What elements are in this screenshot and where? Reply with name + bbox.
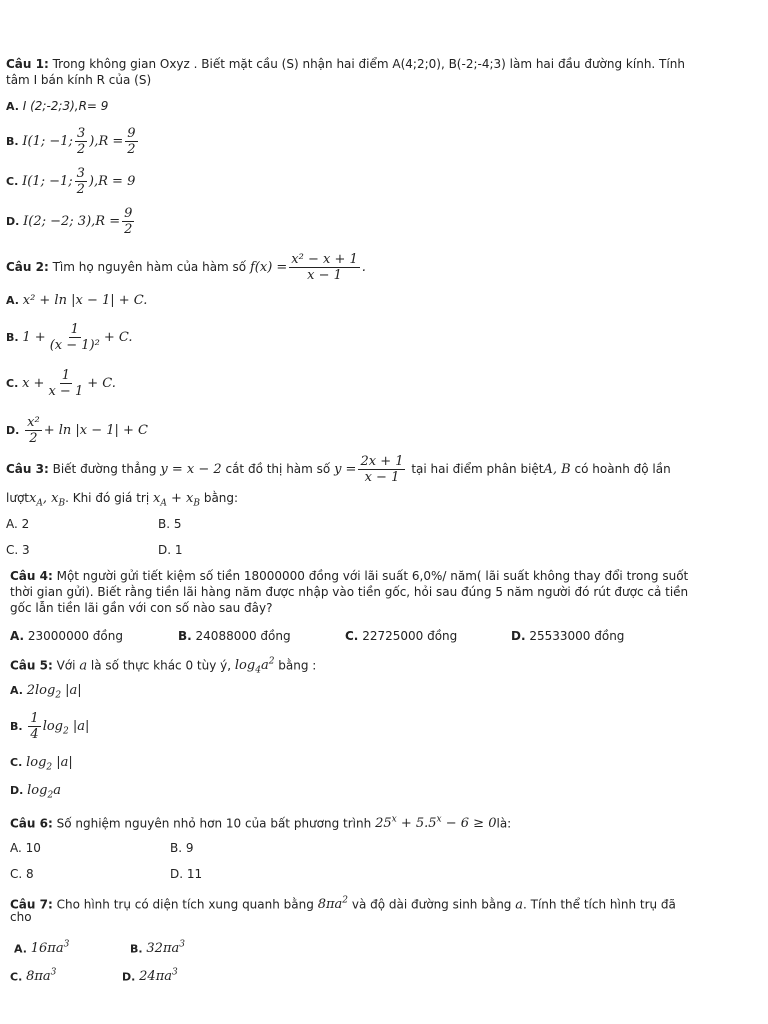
q4-option-a — [10, 628, 123, 644]
q7-text2: và độ dài đường sinh bằng — [351, 897, 512, 912]
q2-d-label: D. — [6, 424, 20, 437]
q5-text3: bằng : — [278, 658, 317, 673]
q3-line-eq: y = x − 2 — [160, 462, 222, 477]
q7-option-d — [122, 965, 178, 985]
q1-c-label: C. — [6, 175, 19, 188]
q4-text1: Một người gửi tiết kiệm số tiền 18000000 đồng với lãi suất 6,0%/ năm( lãi suất không thay đổi trong suốt — [52, 569, 689, 583]
q2-text: Tìm họ nguyên hàm của hàm số — [48, 260, 247, 274]
q4-d-label: D. — [511, 629, 526, 643]
q3-text2: cắt đồ thị hàm số — [225, 462, 331, 476]
q6-title: Câu 6: — [10, 816, 53, 831]
q7-area: $8\pi a^2$ — [317, 896, 349, 913]
q7-a-label: A. — [14, 942, 27, 956]
q3-line2 — [6, 490, 238, 512]
q6-text1: Số nghiệm nguyên nhỏ hơn 10 của bất phương trình — [52, 816, 372, 831]
q6-option-d: D. 11 — [170, 867, 203, 881]
q2-line1 — [6, 250, 366, 285]
q5-a-label: A. — [10, 684, 23, 697]
q7-line1 — [10, 893, 676, 913]
q5-d-label: D. — [10, 784, 24, 797]
q7-title: Câu 7: — [10, 897, 53, 912]
q3-text4: có hoành độ lần — [574, 462, 671, 476]
q4-line3: gốc lẫn tiền lãi gần với con số nào sau đây? — [10, 601, 273, 615]
q7-c-label: C. — [10, 970, 23, 984]
q1-d-formula: I(2; −2; 3),R = $\frac{9}{2}$ — [23, 206, 133, 237]
q3-text1: Biết đường thẳng — [48, 462, 157, 476]
q3-option-d: D. 1 — [158, 543, 183, 557]
q7-d-label: D. — [122, 970, 136, 984]
q2-a-formula: x² + ln |x − 1| + C. — [22, 293, 148, 308]
q2-c-label: C. — [6, 377, 19, 390]
q1-b-label: B. — [6, 135, 19, 148]
q2-option-b — [6, 318, 132, 357]
q5-d-formula: $\log_2a$ — [27, 783, 61, 801]
q7-a-formula: $16\pi a^3$ — [30, 940, 70, 957]
q5-option-c — [10, 754, 73, 776]
q7-var-a: a — [515, 897, 524, 913]
q2-c-formula: x + $\frac{1}{x - 1}$ + C. — [22, 368, 116, 399]
q4-option-d — [511, 628, 624, 644]
q4-option-c — [345, 628, 457, 644]
q5-expr: $\log_4a^2$ — [234, 657, 275, 676]
q2-b-formula: 1 + $\frac{1}{\text{(x − 1)²}}$ + C. — [22, 322, 133, 353]
q1-text: Trong không gian Oxyz . Biết mặt cầu (S) nhận hai điểm A(4;2;0), B(-2;-4;3) làm hai đầu đường kính. Tính — [48, 57, 685, 71]
q5-text1: Với — [52, 658, 76, 673]
q3-sum: $x_A + x_B$ — [153, 491, 200, 509]
q3-line2a: lượt — [6, 491, 29, 505]
q3-line2b: . Khi đó giá trị — [65, 491, 150, 505]
q7-line2: cho — [10, 910, 32, 924]
q4-b-label: B. — [178, 629, 192, 643]
q3-line2c: bằng: — [203, 491, 239, 505]
q3-func-eq: y = $\frac{2x + 1}{x - 1}$ — [334, 454, 404, 485]
q6-text2: là: — [496, 816, 512, 831]
q2-option-a — [6, 292, 147, 309]
q2-title: Câu 2: — [6, 260, 49, 274]
q5-var-a: a — [79, 658, 88, 674]
q3-option-b: B. 5 — [158, 517, 182, 531]
q3-points: A, B — [543, 462, 571, 477]
q5-option-a — [10, 682, 82, 704]
q3-option-c: C. 3 — [6, 543, 30, 557]
q1-line1 — [6, 56, 685, 72]
q4-c-text: 22725000 đồng — [358, 629, 458, 643]
q4-d-text: 25533000 đồng — [525, 629, 625, 643]
q2-function: f(x) = $\frac{\text{x² − x + 1}}{x - 1}$ . — [249, 252, 366, 283]
q7-option-c — [10, 965, 56, 985]
q7-text3: . Tính thể tích hình trụ đã — [523, 897, 676, 912]
q7-b-formula: $32\pi a^3$ — [146, 940, 185, 957]
q3-line1 — [6, 452, 671, 487]
q1-d-label: D. — [6, 215, 20, 228]
q4-b-text: 24088000 đồng — [191, 629, 291, 643]
q3-option-a: A. 2 — [6, 517, 30, 531]
q1-option-b — [6, 124, 140, 159]
q4-c-label: C. — [345, 629, 359, 643]
q5-c-label: C. — [10, 756, 23, 769]
q1-option-d — [6, 204, 136, 239]
q1-option-a — [6, 98, 108, 115]
q5-b-label: B. — [10, 720, 23, 733]
q2-option-d — [6, 412, 148, 449]
q5-option-b — [10, 708, 89, 750]
q4-a-text: 23000000 đồng — [24, 629, 123, 643]
q5-option-d — [10, 782, 61, 804]
q4-line1 — [10, 568, 688, 584]
q5-c-formula: $\log_2 |a|$ — [26, 755, 73, 773]
q5-line1 — [10, 654, 316, 679]
q2-d-formula: $\frac{\text{x²}}{2}$ + ln |x − 1| + C — [27, 415, 148, 446]
q6-inequality: $25^x + 5.5^x - 6 \ge 0$ — [375, 815, 497, 832]
q1-title: Câu 1: — [6, 57, 49, 71]
q6-option-a: A. 10 — [10, 841, 41, 855]
q1-a-label: A. — [6, 100, 19, 113]
q4-a-label: A. — [10, 629, 25, 643]
q1-option-c — [6, 164, 135, 199]
q3-title: Câu 3: — [6, 462, 49, 476]
q4-title: Câu 4: — [10, 569, 53, 583]
q1-line2: tâm I bán kính R của (S) — [6, 73, 152, 87]
q3-xa-xb: $x_A$, $x_B$ — [29, 491, 66, 509]
q7-b-label: B. — [130, 942, 143, 956]
q1-b-formula: I(1; −1; $\frac{3}{2}$ ),R = $\frac{9}{2}$ — [22, 126, 136, 157]
q7-option-a — [14, 937, 69, 957]
q7-option-b — [130, 937, 185, 957]
q7-d-formula: $24\pi a^3$ — [139, 968, 178, 985]
q4-line2: thời gian gửi). Biết rằng tiền lãi hàng năm được nhập vào tiền gốc, hỏi sau đúng 5 năm người đó rút được cả tiền — [10, 585, 689, 599]
q3-text3: tại hai điểm phân biệt — [411, 462, 544, 476]
q2-a-label: A. — [6, 294, 19, 307]
q7-text1: Cho hình trụ có diện tích xung quanh bằng — [52, 897, 314, 912]
q7-c-formula: $8\pi a^3$ — [26, 968, 57, 985]
q5-b-formula: $\frac{1}{4}$ $\log_2 |a|$ — [30, 711, 90, 742]
q6-option-b: B. 9 — [170, 841, 194, 855]
q1-a-text: I (2;-2;3),R= 9 — [22, 99, 109, 113]
q2-b-label: B. — [6, 331, 19, 344]
q1-c-formula: I(1; −1; $\frac{3}{2}$ ),R = 9 — [22, 166, 136, 197]
q4-option-b — [178, 628, 291, 644]
q5-a-formula: $2\log_2$ |a| — [26, 683, 82, 701]
q6-line1 — [10, 812, 511, 832]
q2-option-c — [6, 366, 116, 401]
q5-text2: là số thực khác 0 tùy ý, — [90, 658, 232, 673]
q6-option-c: C. 8 — [10, 867, 34, 881]
q5-title: Câu 5: — [10, 658, 53, 673]
